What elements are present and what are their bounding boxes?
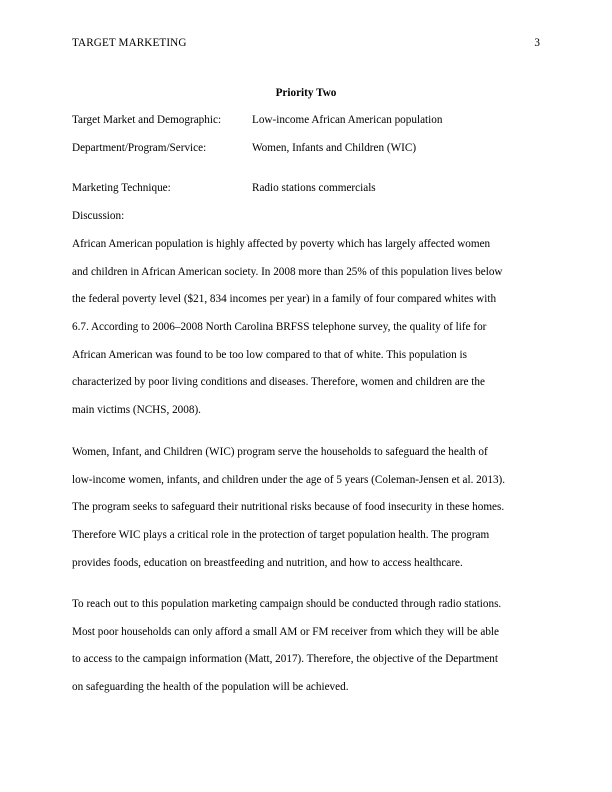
section-title: Priority Two	[275, 87, 337, 99]
field-target-market	[72, 114, 540, 128]
text-line: To reach out to this population marketing campaign should be conducted through radio stations.	[72, 598, 502, 610]
text-line: 6.7. According to 2006–2008 North Carolina BRFSS telephone survey, the quality of life for	[72, 321, 487, 334]
text-line: African American population is highly affected by poverty which has largely affected women	[72, 238, 491, 250]
paragraph-radio-campaign	[72, 597, 552, 708]
paragraph-poverty	[72, 237, 552, 431]
text-line: The program seeks to safeguard their nutritional risks because of food insecurity in these homes.	[72, 501, 505, 514]
text-line: to access to the campaign information (Matt, 2017). Therefore, the objective of the Department	[72, 653, 499, 666]
text-line: and children in African American society. In 2008 more than 25% of this population lives below	[72, 265, 503, 278]
page-header	[72, 37, 540, 51]
field-label: Marketing Technique:	[72, 182, 171, 194]
field-label: Department/Program/Service:	[72, 142, 207, 154]
field-value: Low-income African American population	[252, 114, 443, 126]
text-line: provides foods, education on breastfeeding and nutrition, and how to access healthcare.	[72, 556, 463, 569]
running-head: TARGET MARKETING	[72, 37, 187, 49]
text-line: Most poor households can only afford a small AM or FM receiver from which they will be able	[72, 625, 500, 638]
field-department	[72, 142, 540, 156]
field-marketing-technique	[72, 182, 540, 196]
field-value: Radio stations commercials	[252, 182, 376, 194]
text-line: the federal poverty level ($21, 834 incomes per year) in a family of four compared whites with	[72, 293, 497, 306]
discussion-label: Discussion:	[72, 210, 125, 222]
text-line: Therefore WIC plays a critical role in the protection of target population health. The program	[72, 529, 490, 542]
text-line: characterized by poor living conditions and diseases. Therefore, women and children are the	[72, 376, 485, 389]
text-line: on safeguarding the health of the population will be achieved.	[72, 681, 349, 694]
paragraph-wic-program	[72, 445, 552, 583]
text-line: main victims (NCHS, 2008).	[72, 404, 201, 417]
page-number: 3	[534, 37, 540, 49]
field-label: Target Market and Demographic:	[72, 114, 222, 126]
text-line: low-income women, infants, and children under the age of 5 years (Coleman-Jensen et al. 2013).	[72, 473, 506, 486]
text-line: Women, Infant, and Children (WIC) program serve the households to safeguard the health of	[72, 446, 488, 458]
field-value: Women, Infants and Children (WIC)	[252, 142, 417, 154]
text-line: African American was found to be too low compared to that of white. This population is	[72, 348, 467, 361]
